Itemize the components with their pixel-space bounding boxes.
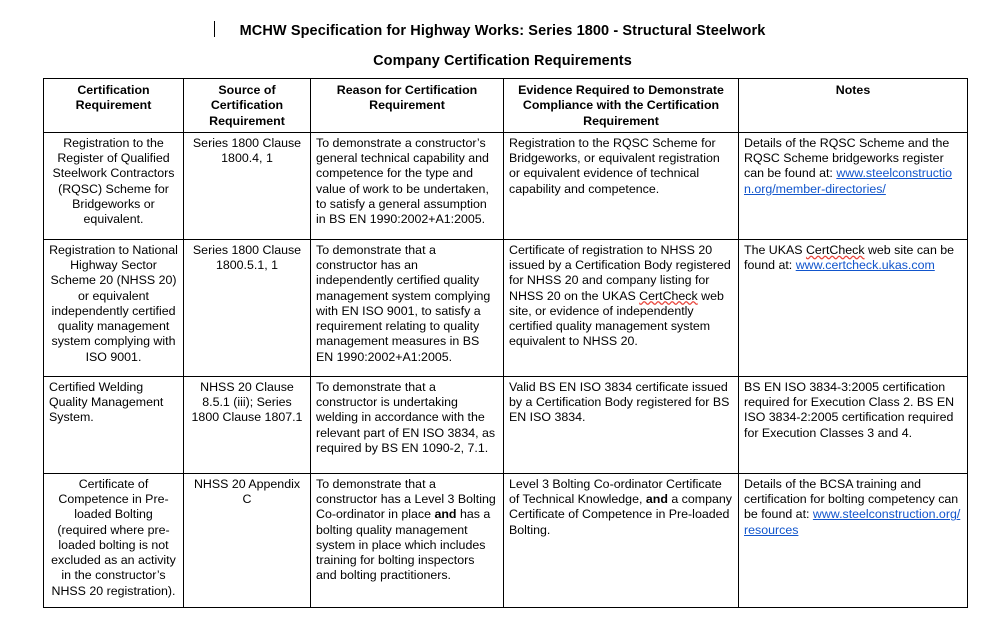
table-row: [44, 376, 968, 473]
cell-notes: BS EN ISO 3834-3:2005 certification required for Execution Class 2. BS EN ISO 3834-2:2005 certification required for Execution Classes 3 and 4.: [739, 376, 968, 473]
cell-source: Series 1800 Clause 1800.5.1, 1: [184, 239, 311, 376]
cell-requirement: Registration to National Highway Sector Scheme 20 (NHSS 20) or equivalent independently certified quality management system complying with ISO 9001.: [44, 239, 184, 376]
cell-reason: To demonstrate that a constructor has an independently certified quality management system complying with EN ISO 9001, to satisfy a requirement relating to quality management measures in BS EN 1990:2002+A1:2005.: [311, 239, 504, 376]
reason-text-part2: has a bolting quality management system in place which includes training for bolting inspectors and bolting practitioners.: [316, 507, 491, 583]
evidence-text-part1: Certificate of registration to NHSS 20 issued by a Certification Body registered for NHSS 20 and company listing for NHSS 20 on the UKAS: [509, 242, 731, 303]
notes-text-part1: The UKAS: [744, 242, 806, 257]
evidence-text-part2: a company Certificate of Competence in Pre-loaded Bolting.: [509, 492, 732, 537]
column-header-source-of-certification-requirement: Source of Certification Requirement: [184, 79, 311, 133]
notes-hyperlink[interactable]: www.steelconstruction.org/member-directories/: [744, 166, 953, 196]
evidence-text-part1: Level 3 Bolting Co-ordinator Certificate of Technical Knowledge,: [509, 476, 722, 506]
table-header-row: [44, 79, 968, 133]
spellcheck-flagged-word: CertCheck: [805, 242, 865, 257]
cell-requirement: Certified Welding Quality Management System.: [44, 376, 184, 473]
document-title: MCHW Specification for Highway Works: Series 1800 - Structural Steelwork: [239, 23, 766, 39]
cell-evidence: Registration to the RQSC Scheme for Bridgeworks, or equivalent registration or equivalent evidence of technical capability and competence.: [504, 132, 739, 239]
notes-hyperlink[interactable]: www.certcheck.ukas.com: [795, 258, 935, 272]
notes-text-part2: web site can be found at:: [744, 242, 955, 272]
cell-notes: [739, 473, 968, 607]
cell-reason: To demonstrate that a constructor is undertaking welding in accordance with the relevant part of EN ISO 3834, as required by BS EN 1090-2, 7.1.: [311, 376, 504, 473]
cell-evidence: [504, 473, 739, 607]
cell-reason: To demonstrate a constructor’s general technical capability and competence for the type and value of work to be undertaken, to satisfy a general assumption in BS EN 1990:2002+A1:2005.: [311, 132, 504, 239]
cell-notes: [739, 132, 968, 239]
cell-source: Series 1800 Clause 1800.4, 1: [184, 132, 311, 239]
notes-text: Details of the RQSC Scheme and the RQSC Scheme bridgeworks register can be found at:: [744, 135, 950, 181]
document-subtitle: Company Certification Requirements: [373, 53, 632, 69]
cell-requirement: Registration to the Register of Qualified Steelwork Contractors (RQSC) Scheme for Bridgeworks or equivalent.: [44, 132, 184, 239]
column-header-evidence-required: Evidence Required to Demonstrate Compliance with the Certification Requirement: [504, 79, 739, 133]
evidence-emphasis: and: [645, 492, 668, 506]
notes-text: Details of the BCSA training and certification for bolting competency can be found at:: [744, 476, 959, 522]
column-header-certification-requirement: Certification Requirement: [44, 79, 184, 133]
cell-requirement: Certificate of Competence in Pre-loaded Bolting (required where pre-loaded bolting is not excluded as an activity in the constructor’s NHSS 20 registration).: [44, 473, 184, 607]
table-row: [44, 473, 968, 607]
notes-hyperlink[interactable]: www.steelconstruction.org/resources: [744, 507, 961, 537]
cell-evidence: Valid BS EN ISO 3834 certificate issued by a Certification Body registered for BS EN ISO 3834.: [504, 376, 739, 473]
cell-evidence: [504, 239, 739, 376]
cell-reason: [311, 473, 504, 607]
evidence-text-part2: web site, or evidence of independently certified quality management system equivalent to NHSS 20.: [509, 288, 724, 349]
table-row: [44, 239, 968, 376]
spellcheck-flagged-word: CertCheck: [639, 288, 698, 303]
cell-source: NHSS 20 Clause 8.5.1 (iii); Series 1800 Clause 1807.1: [184, 376, 311, 473]
cell-source: NHSS 20 Appendix C: [184, 473, 311, 607]
column-header-reason-for-certification-requirement: Reason for Certification Requirement: [311, 79, 504, 133]
certification-requirements-table: [43, 78, 968, 608]
reason-text-part1: To demonstrate that a constructor has a Level 3 Bolting Co-ordinator in place: [316, 476, 496, 522]
cell-notes: [739, 239, 968, 376]
reason-emphasis: and: [434, 507, 457, 522]
column-header-notes: Notes: [739, 79, 968, 133]
table-row: [44, 132, 968, 239]
